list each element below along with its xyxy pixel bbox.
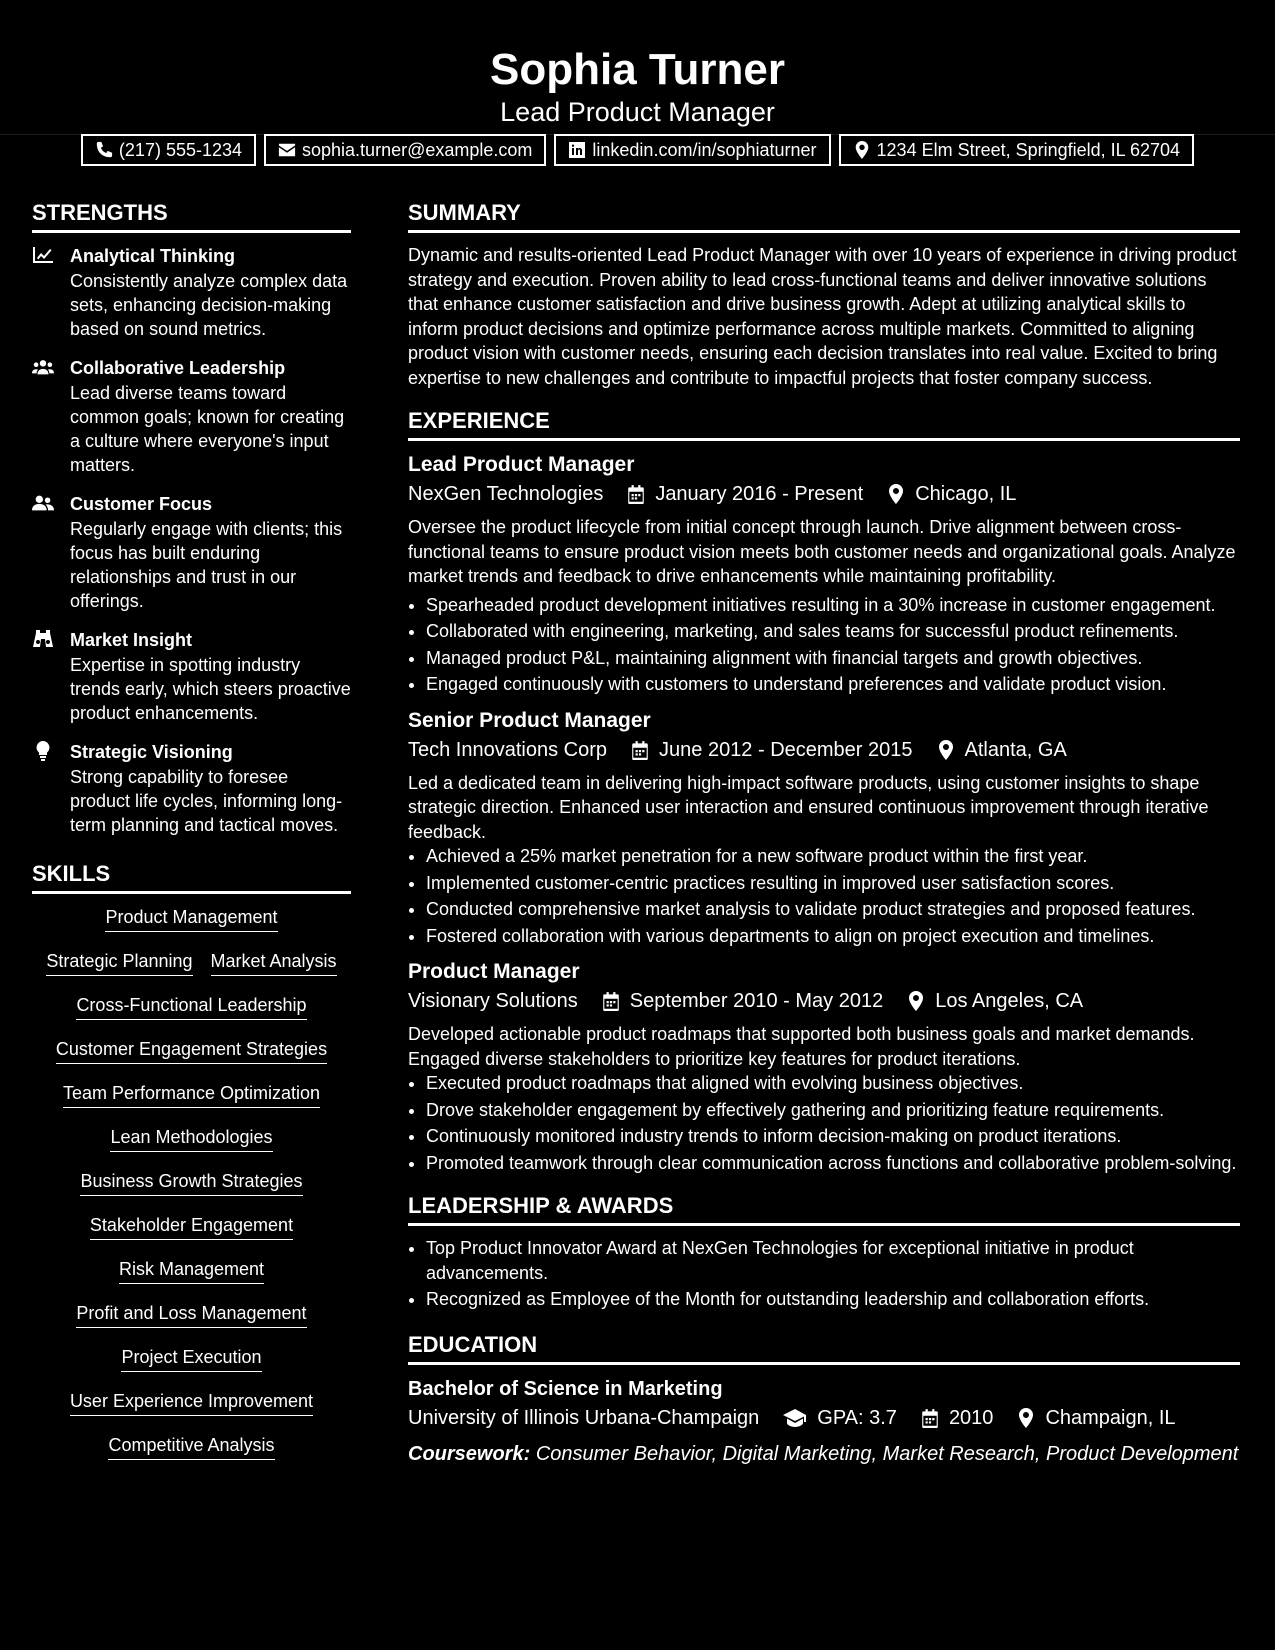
strength-item xyxy=(32,627,351,725)
job-company: NexGen Technologies xyxy=(408,483,604,505)
list-item: • Achieved a 25% market penetration for a new software product within the first year. xyxy=(426,844,1240,869)
skill-tag: Product Management xyxy=(105,904,277,932)
binoculars-icon xyxy=(32,629,54,649)
strength-desc: Lead diverse teams toward common goals; known for creating a culture where everyone's input matters. xyxy=(70,383,345,475)
skill-tag: Strategic Planning xyxy=(46,948,192,976)
job-description: Developed actionable product roadmaps that supported both business goals and market demands. Engaged diverse stakeholders to prioritize key features for product iterations. xyxy=(408,1024,1195,1069)
job-title: Lead Product Manager xyxy=(408,453,635,476)
email-text: sophia.turner@example.com xyxy=(302,140,533,160)
awards-list xyxy=(408,1236,1240,1312)
job-entry xyxy=(408,451,1240,697)
strength-item xyxy=(32,739,351,837)
strength-item xyxy=(32,355,351,477)
list-item: • Recognized as Employee of the Month for outstanding leadership and collaboration efforts. xyxy=(426,1287,1240,1312)
strength-item xyxy=(32,491,351,613)
education-gpa: GPA: 3.7 xyxy=(817,1406,897,1429)
location-pin-icon xyxy=(907,991,925,1011)
coursework-text: Consumer Behavior, Digital Marketing, Market Research, Product Development xyxy=(535,1442,1239,1465)
skill-tag: Competitive Analysis xyxy=(108,1432,274,1460)
job-dates: June 2012 - December 2015 xyxy=(659,738,913,761)
lightbulb-icon xyxy=(32,741,54,761)
list-item: • Top Product Innovator Award at NexGen Technologies for exceptional initiative in product advancements. xyxy=(426,1236,1240,1285)
experience-heading: EXPERIENCE xyxy=(408,404,1240,441)
skill-tag: Team Performance Optimization xyxy=(63,1080,320,1108)
summary-heading: SUMMARY xyxy=(408,196,1240,233)
education-heading: EDUCATION xyxy=(408,1328,1240,1365)
list-item: • Implemented customer-centric practices resulting in improved user satisfaction scores. xyxy=(426,871,1240,896)
location-pin-icon xyxy=(1017,1408,1035,1428)
job-entry xyxy=(408,958,1240,1175)
education-degree: Bachelor of Science in Marketing xyxy=(408,1377,723,1400)
contact-address[interactable] xyxy=(839,134,1195,166)
job-entry xyxy=(408,707,1240,949)
calendar-icon xyxy=(627,484,645,504)
linkedin-text: linkedin.com/in/sophiaturner xyxy=(592,140,817,160)
skill-tag: User Experience Improvement xyxy=(70,1388,313,1416)
resume-header xyxy=(0,0,1275,160)
calendar-icon xyxy=(921,1408,939,1428)
summary-text: Dynamic and results-oriented Lead Product Manager with over 10 years of experience in driving product strategy and execution. Proven ability to lead cross-functional teams and deliver innovative solutions that enhance customer satisfaction and drive business growth. Adept at utilizing analytical skills to inform product decisions and optimize performance across multiple markets. Committed to aligning product vision with customer needs, ensuring each decision translates into real value. Excited to bring expertise to new challenges and contribute to impactful projects that foster company success. xyxy=(408,245,1237,388)
strengths-heading: STRENGTHS xyxy=(32,196,351,233)
chart-line-icon xyxy=(32,245,54,265)
list-item: • Continuously monitored industry trends to inform decision-making on product iterations. xyxy=(426,1124,1240,1149)
contact-email[interactable] xyxy=(264,134,546,166)
contact-bar xyxy=(0,134,1275,166)
job-location: Chicago, IL xyxy=(915,483,1017,505)
list-item: • Collaborated with engineering, marketing, and sales teams for successful product refinements. xyxy=(426,619,1240,644)
linkedin-icon xyxy=(568,141,586,159)
list-item: • Drove stakeholder engagement by effectively gathering and prioritizing feature requirements. xyxy=(426,1098,1240,1123)
skill-tag: Stakeholder Engagement xyxy=(90,1212,293,1240)
list-item: • Spearheaded product development initiatives resulting in a 30% increase in customer engagement. xyxy=(426,593,1240,618)
strength-desc: Strong capability to foresee product life cycles, informing long-term planning and tactical moves. xyxy=(70,767,343,835)
calendar-icon xyxy=(602,991,620,1011)
contact-linkedin[interactable] xyxy=(554,134,830,166)
strength-item xyxy=(32,243,351,341)
education-school: University of Illinois Urbana-Champaign xyxy=(408,1406,760,1429)
phone-icon xyxy=(95,141,113,159)
job-location: Atlanta, GA xyxy=(964,738,1067,761)
skill-tag: Cross-Functional Leadership xyxy=(76,992,306,1020)
education-year: 2010 xyxy=(948,1406,994,1429)
job-description: Oversee the product lifecycle from initial concept through launch. Drive alignment between cross-functional teams to ensure product vision meets both customer needs and organizational goals. Analyze market trends and feedback to drive enhancements while maintaining profitability. xyxy=(408,517,1236,586)
coursework-label: Coursework: xyxy=(408,1442,531,1465)
job-company: Tech Innovations Corp xyxy=(408,738,608,761)
phone-text: (217) 555-1234 xyxy=(118,140,243,160)
skills-section xyxy=(32,857,351,1460)
job-description: Led a dedicated team in delivering high-impact software products, using customer insights to shape strategic direction. Enhanced user interaction and ensured continuous improvement through iterative feedback. xyxy=(408,772,1209,842)
job-company: Visionary Solutions xyxy=(408,990,578,1012)
strength-desc: Regularly engage with clients; this focus has built enduring relationships and trust in our offerings. xyxy=(70,519,343,611)
strength-title: Market Insight xyxy=(70,630,193,650)
address-text: 1234 Elm Street, Springfield, IL 62704 xyxy=(876,140,1181,160)
location-pin-icon xyxy=(853,141,871,159)
envelope-icon xyxy=(278,141,296,159)
job-title: Senior Product Manager xyxy=(408,708,651,732)
list-item: • Engaged continuously with customers to understand preferences and validate product vision. xyxy=(426,672,1240,697)
skills-heading: SKILLS xyxy=(32,857,351,894)
strength-title: Analytical Thinking xyxy=(70,246,236,266)
candidate-name: Sophia Turner xyxy=(490,45,785,94)
contact-phone[interactable] xyxy=(81,134,256,166)
location-pin-icon xyxy=(937,740,955,760)
list-item: • Managed product P&L, maintaining alignment with financial targets and growth objectives. xyxy=(426,646,1240,671)
left-column xyxy=(32,196,351,1476)
education-location: Champaign, IL xyxy=(1045,1406,1176,1429)
skill-tag: Market Analysis xyxy=(211,948,337,976)
users-icon xyxy=(32,357,54,377)
location-pin-icon xyxy=(887,484,905,504)
job-title: Product Manager xyxy=(408,960,580,983)
list-item: • Conducted comprehensive market analysis to validate product strategies and proposed features. xyxy=(426,897,1240,922)
calendar-icon xyxy=(631,740,649,760)
skill-tag: Risk Management xyxy=(119,1256,264,1284)
skill-tag: Business Growth Strategies xyxy=(80,1168,302,1196)
awards-heading: LEADERSHIP & AWARDS xyxy=(408,1189,1240,1226)
skill-tag: Project Execution xyxy=(121,1344,261,1372)
user-group-icon xyxy=(32,493,54,513)
strength-title: Customer Focus xyxy=(70,494,213,514)
right-column xyxy=(408,196,1240,1469)
strength-title: Strategic Visioning xyxy=(70,742,233,762)
job-dates: January 2016 - Present xyxy=(655,483,864,505)
candidate-title: Lead Product Manager xyxy=(500,97,775,127)
skill-tag: Profit and Loss Management xyxy=(76,1300,306,1328)
job-dates: September 2010 - May 2012 xyxy=(629,990,884,1012)
list-item: • Executed product roadmaps that aligned with evolving business objectives. xyxy=(426,1071,1240,1096)
strength-desc: Consistently analyze complex data sets, enhancing decision-making based on sound metrics. xyxy=(70,271,348,339)
skill-tag: Lean Methodologies xyxy=(110,1124,272,1152)
strength-title: Collaborative Leadership xyxy=(70,358,286,378)
list-item: • Promoted teamwork through clear communication across functions and collaborative problem-solving. xyxy=(426,1151,1240,1176)
education-coursework xyxy=(408,1439,1240,1469)
skill-tag: Customer Engagement Strategies xyxy=(56,1036,327,1064)
strength-desc: Expertise in spotting industry trends early, which steers proactive product enhancements. xyxy=(70,655,351,723)
graduation-cap-icon xyxy=(783,1408,807,1428)
list-item: • Fostered collaboration with various departments to align on project execution and timelines. xyxy=(426,924,1240,949)
job-location: Los Angeles, CA xyxy=(935,990,1084,1012)
